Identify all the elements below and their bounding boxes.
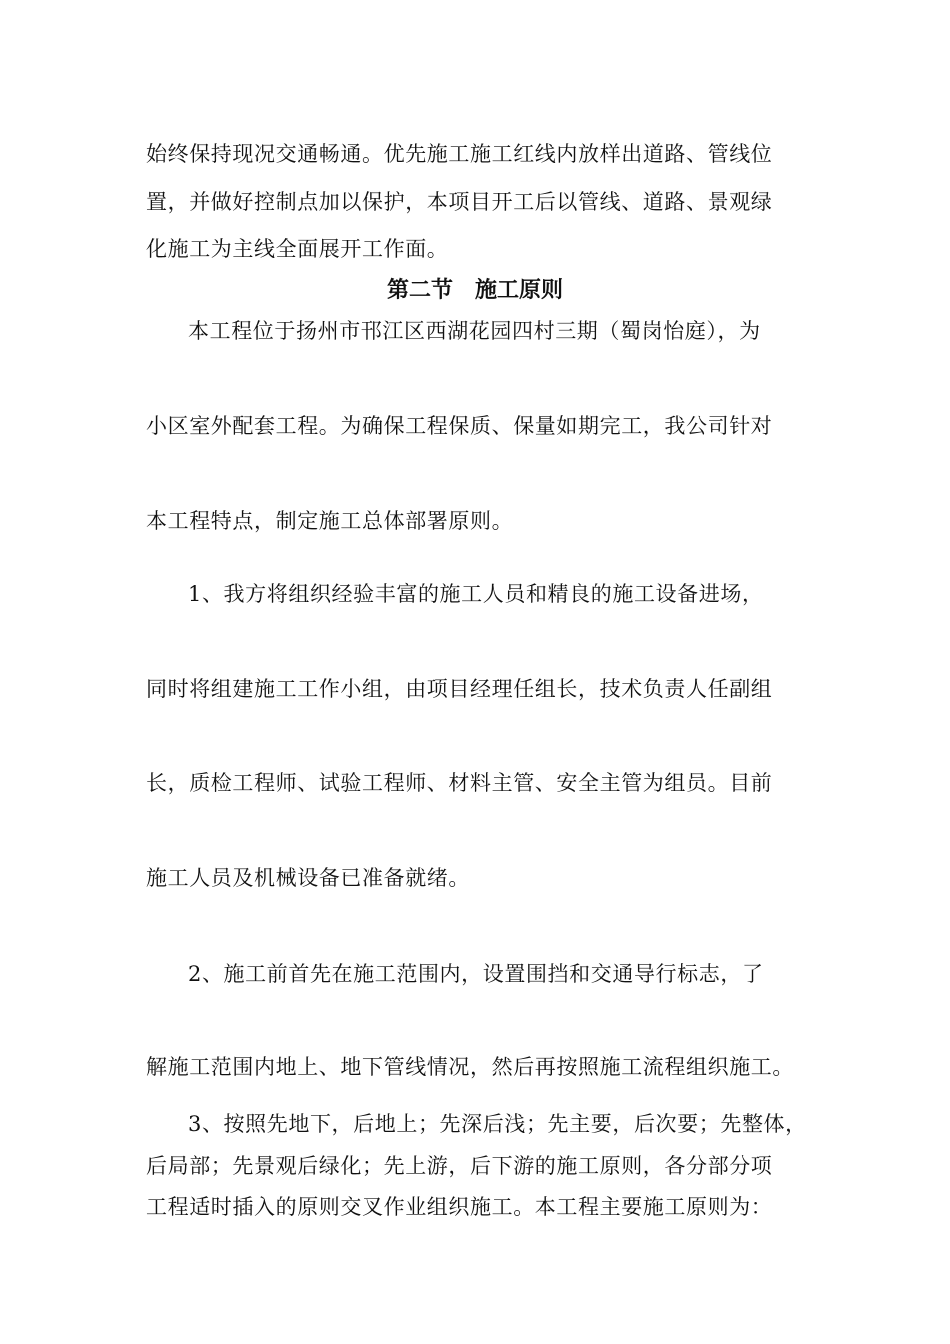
para2-line-1: 1、我方将组织经验丰富的施工人员和精良的施工设备进场，	[188, 582, 764, 606]
para4-line-3: 工程适时插入的原则交叉作业组织施工。本工程主要施工原则为：	[146, 1195, 773, 1219]
para4-line-1: 3、按照先地下，后地上；先深后浅；先主要，后次要；先整体，	[188, 1112, 807, 1136]
para1-line-1: 本工程位于扬州市邗江区西湖花园四村三期（蜀岗怡庭），为	[188, 319, 761, 343]
para2-line-2: 同时将组建施工工作小组，由项目经理任组长，技术负责人任副组	[146, 677, 773, 701]
para1-line-2: 小区室外配套工程。为确保工程保质、保量如期完工，我公司针对	[146, 414, 773, 438]
para1-line-3: 本工程特点，制定施工总体部署原则。	[146, 509, 514, 533]
para4-line-2: 后局部；先景观后绿化；先上游，后下游的施工原则，各分部分项	[146, 1154, 773, 1178]
intro-line-3: 化施工为主线全面展开工作面。	[146, 237, 449, 261]
para2-line-4: 施工人员及机械设备已准备就绪。	[146, 866, 470, 890]
intro-line-1: 始终保持现况交通畅通。优先施工施工红线内放样出道路、管线位	[146, 142, 773, 166]
para3-line-1: 2、施工前首先在施工范围内，设置围挡和交通导行标志，了	[188, 962, 764, 986]
intro-line-2: 置，并做好控制点加以保护，本项目开工后以管线、道路、景观绿	[146, 190, 773, 214]
para3-line-2: 解施工范围内地上、地下管线情况，然后再按照施工流程组织施工。	[146, 1055, 794, 1079]
section-heading: 第二节 施工原则	[386, 278, 563, 303]
para2-line-3: 长，质检工程师、试验工程师、材料主管、安全主管为组员。目前	[146, 771, 773, 795]
